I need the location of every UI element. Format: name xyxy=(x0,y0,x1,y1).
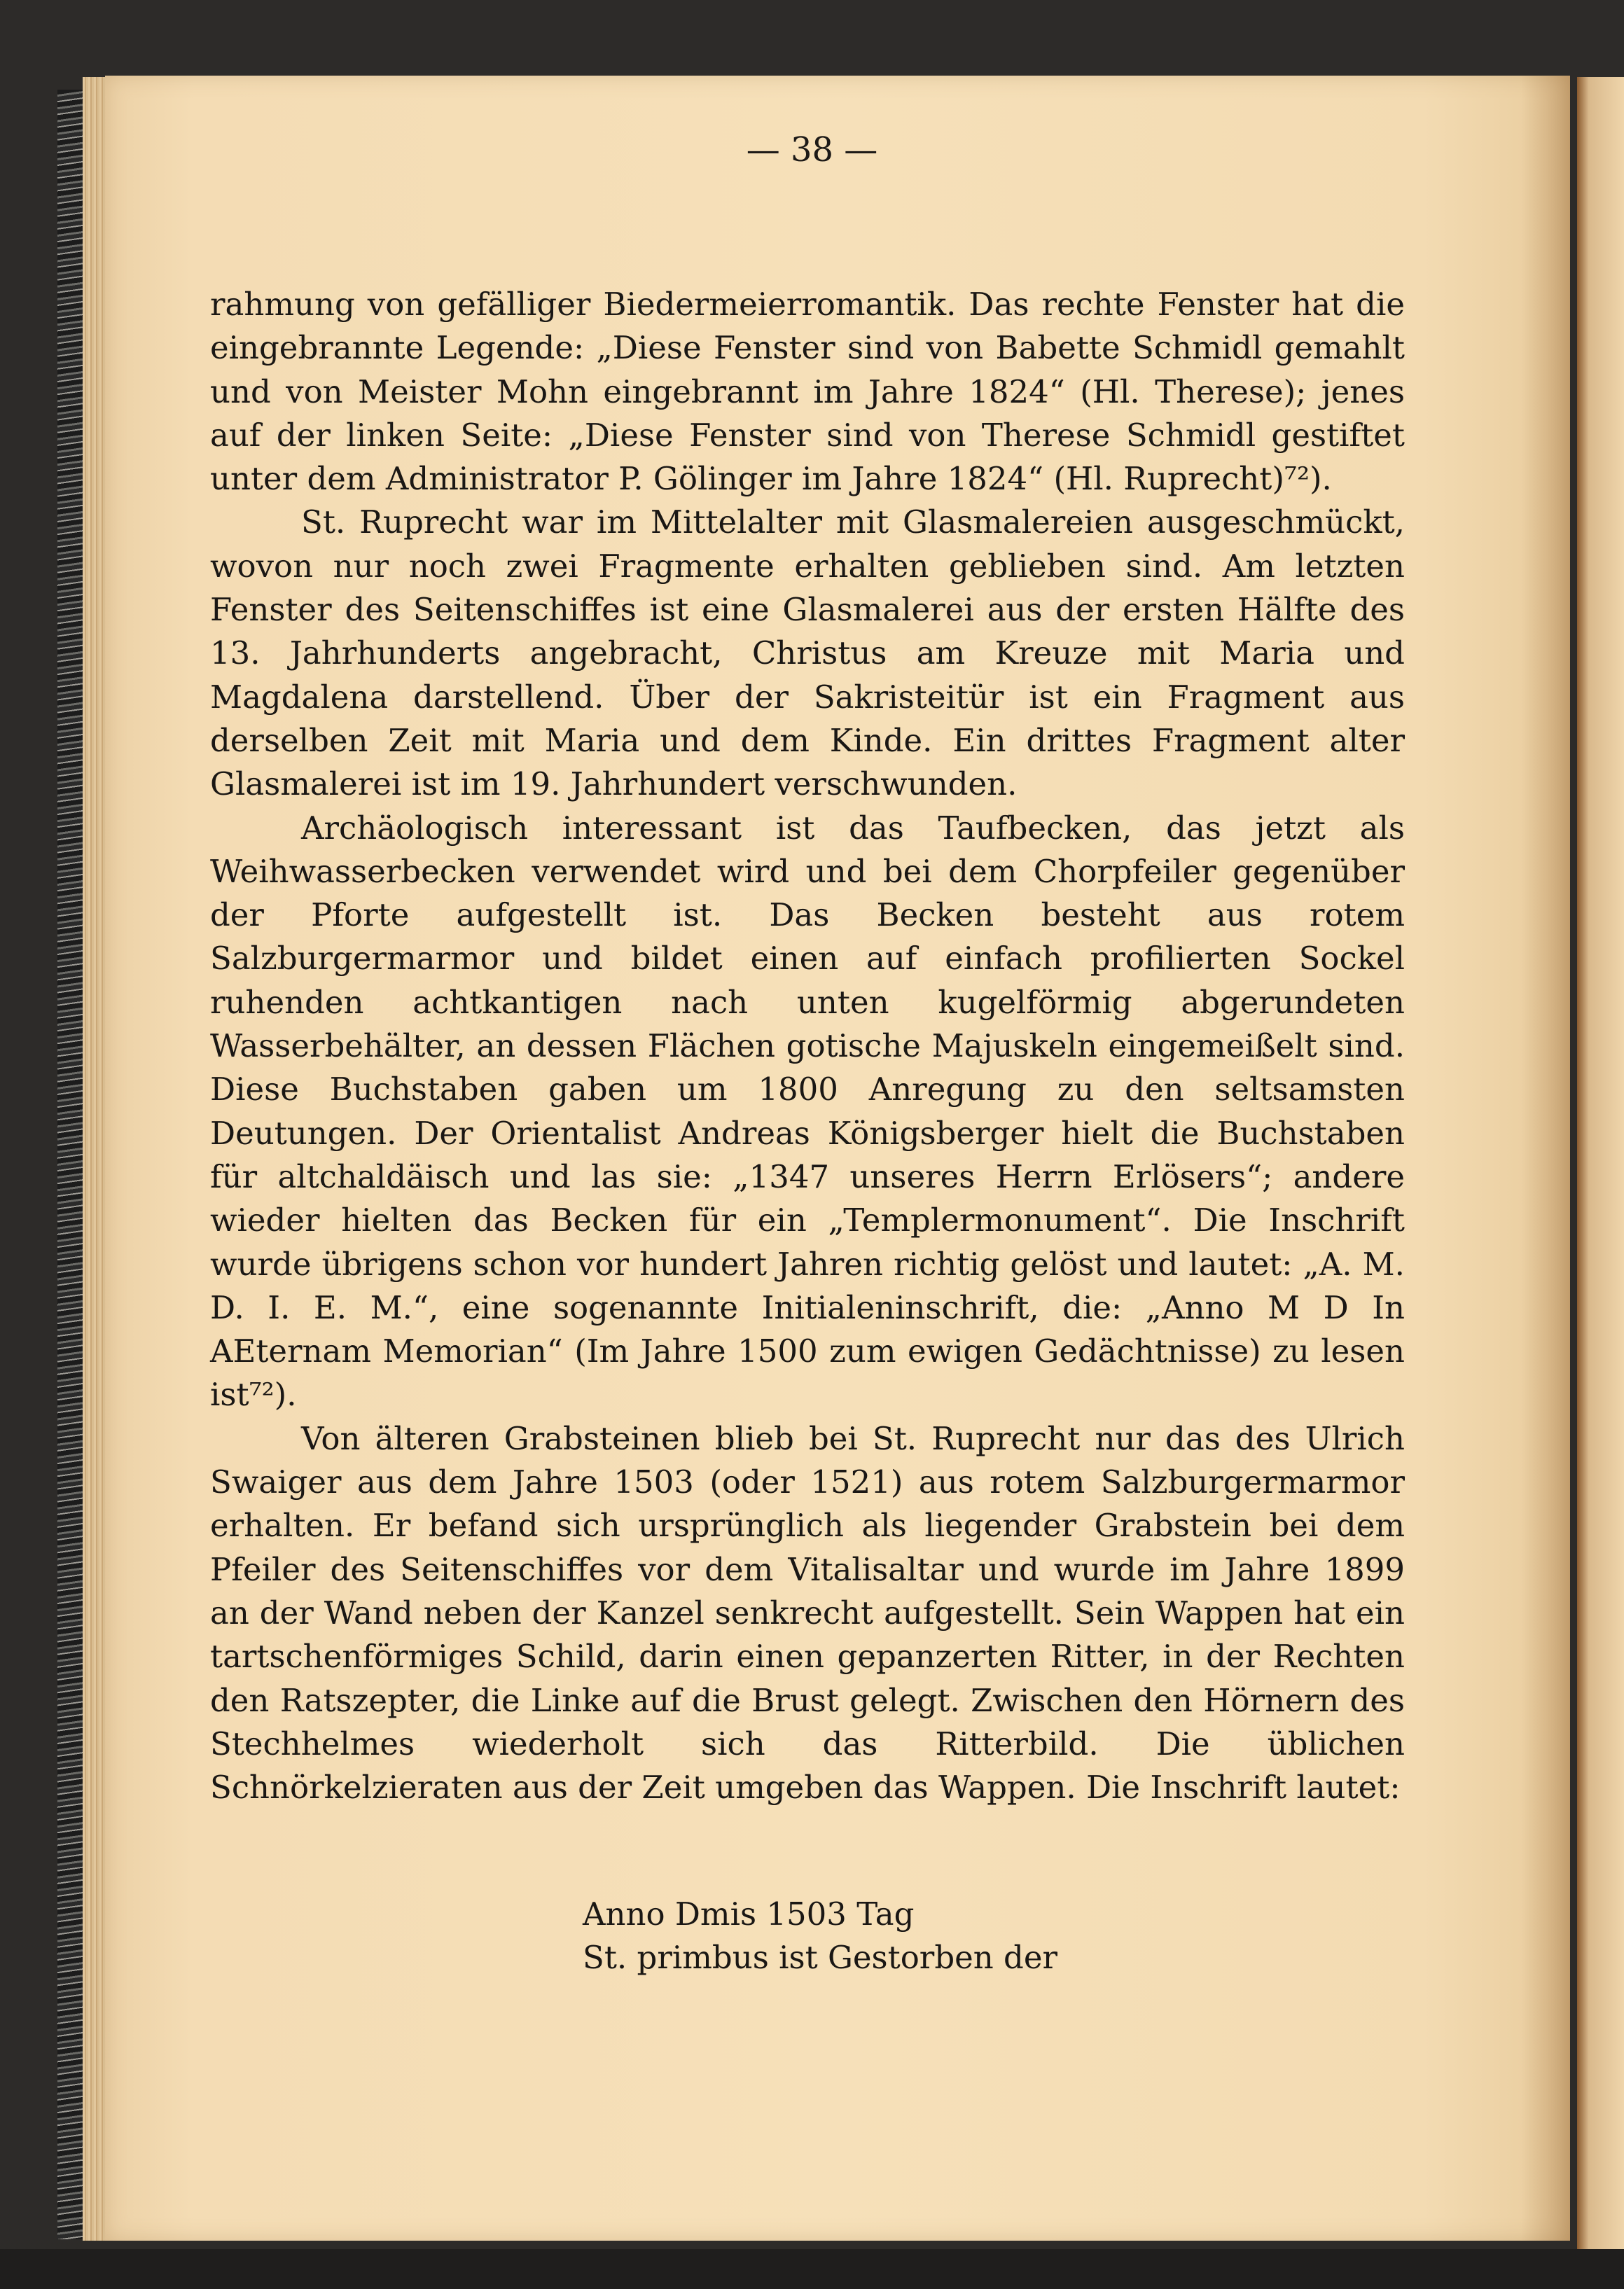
paragraph-3: Archäologisch interessant ist das Taufbecken, das jetzt als Weihwasserbecken verwendet wird und bei dem Chorpfeiler gegenüber der Pforte aufgestellt ist. Das Becken besteht aus rotem Salzburgermarmor und bildet einen auf einfach profilierten Sockel ruhenden achtkantigen nach unten kugelförmig abgerundeten Wasserbehälter, an dessen Flächen gotische Majuskeln eingemeißelt sind. Diese Buchstaben gaben um 1800 Anregung zu den seltsamsten Deutungen. Der Orientalist Andreas Königsberger hielt die Buchstaben für altchaldäisch und las sie: „1347 unseres Herrn Erlösers“; andere wieder hielten das Becken für ein „Templermonument“. Die Inschrift wurde übrigens schon vor hundert Jahren richtig gelöst und lautet: „A. M. D. I. E. M.“, eine sogenannte Initialeninschrift, die: „Anno M D In AEternam Memorian“ (Im Jahre 1500 zum ewigen Gedächtnisse) zu lesen ist⁷²). xyxy=(210,809,1405,1414)
paragraph-1: rahmung von gefälliger Biedermeierromantik. Das rechte Fenster hat die eingebrannte Legende: „Diese Fenster sind von Babette Schmidl gemahlt und von Meister Mohn eingebrannt im Jahre 1824“ (Hl. Therese); jenes auf der linken Seite: „Diese Fenster sind von Therese Schmidl gestiftet unter dem Administrator P. Gölinger im Jahre 1824“ (Hl. Ruprecht)⁷²). xyxy=(210,286,1405,498)
paragraph-2: St. Ruprecht war im Mittelalter mit Glasmalereien ausgeschmückt, wovon nur noch zwei Fragmente erhalten geblieben sind. Am letzten Fenster des Seitenschiffes ist eine Glasmalerei aus der ersten Hälfte des 13. Jahrhunderts angebracht, Christus am Kreuze mit Maria und Magdalena darstellend. Über der Sakristeitür ist ein Fragment aus derselben Zeit mit Maria und dem Kinde. Ein drittes Fragment alter Glasmalerei ist im 19. Jahrhundert verschwunden. xyxy=(210,503,1405,803)
page-gutter-shadow xyxy=(1521,76,1570,2241)
paragraph-4: Von älteren Grabsteinen blieb bei St. Ruprecht nur das des Ulrich Swaiger aus dem Jahre 1503 (oder 1521) aus rotem Salzburgermarmor erhalten. Er befand sich ursprünglich als liegender Grabstein bei dem Pfeiler des Seitenschiffes vor dem Vitalisaltar und wurde im Jahre 1899 an der Wand neben der Kanzel senkrecht aufgestellt. Sein Wappen hat ein tartschenförmiges Schild, darin einen gepanzerten Ritter, in der Rechten den Ratszepter, die Linke auf die Brust gelegt. Zwischen den Hörnern des Stechhelmes wiederholt sich das Ritterbild. Die üblichen Schnörkelzieraten aus der Zeit umgeben das Wappen. Die Inschrift lautet: xyxy=(210,1419,1405,1807)
facing-page-edge xyxy=(1577,77,1624,2255)
inscription-line-1: Anno Dmis 1503 Tag xyxy=(583,1895,915,1933)
inscription-quote xyxy=(583,1893,1057,1980)
marbled-endpaper xyxy=(57,90,85,2239)
page-number: — 38 — xyxy=(746,130,878,169)
scan-background-strip xyxy=(0,2249,1624,2289)
inscription-line-2: St. primbus ist Gestorben der xyxy=(583,1939,1057,1976)
body-text xyxy=(210,283,1405,1809)
